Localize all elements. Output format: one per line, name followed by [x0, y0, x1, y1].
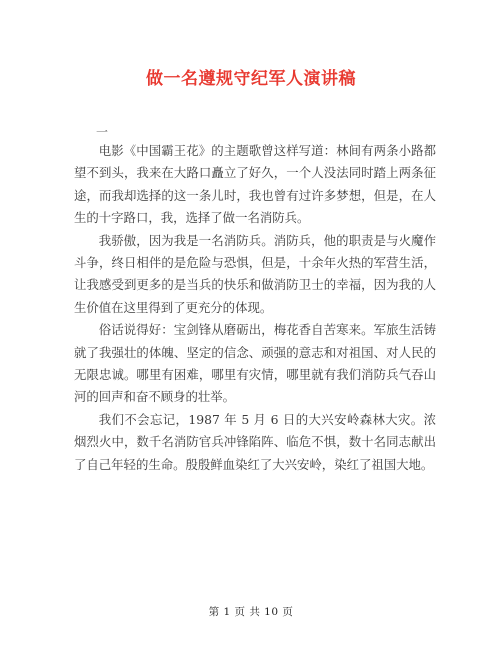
paragraph: 我骄傲，因为我是一名消防兵。消防兵，他的职责是与火魔作斗争，终日相伴的是危险与恐惧，但是，十余年火热的军营生活，让我感受到更多的是当兵的快乐和做消防卫士的幸福，因为我的人生价值在这里得到了更充分的体现。 [74, 232, 436, 315]
page-footer: 第 1 页 共 10 页 [208, 606, 294, 618]
paragraph: 俗话说得好：宝剑锋从磨砺出，梅花香自苦寒来。军旅生活铸就了我强壮的体魄、坚定的信念、顽强的意志和对祖国、对人民的无限忠诚。哪里有困难，哪里有灾情，哪里就有我们消防兵气吞山河的回声和奋不顾身的壮举。 [74, 322, 436, 405]
document-title: 做一名遵规守纪军人演讲稿 [146, 69, 356, 89]
paragraph: 电影《中国霸王花》的主题歌曾这样写道：林间有两条小路都望不到头，我来在大路口矗立了好久，一个人没法同时踏上两条征途，而我却选择的这一条儿时，我也曾有过许多梦想，但是，在人生的十字路口，我，选择了做一名消防兵。 [74, 143, 436, 226]
section-number: 一 [96, 125, 109, 139]
paragraph: 我们不会忘记，1987 年 5 月 6 日的大兴安岭森林大灾。浓烟烈火中，数千名消防官兵冲锋陷阵、临危不惧，数十名同志献出了自己年轻的生命。殷殷鲜血染红了大兴安岭，染红了祖国大地。 [74, 411, 436, 472]
document-body [74, 140, 436, 476]
